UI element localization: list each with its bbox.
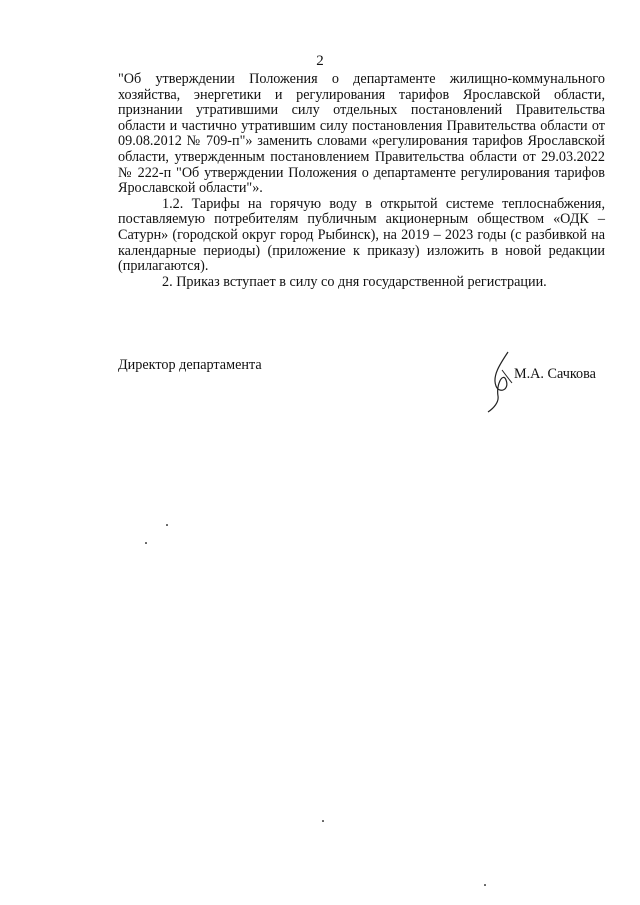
signatory-name: М.А. Сачкова: [514, 366, 596, 382]
document-body: [118, 72, 605, 290]
paragraph-item-2: 2. Приказ вступает в силу со дня государственной регистрации.: [162, 273, 547, 290]
scan-speck: [145, 542, 147, 544]
scan-speck: [166, 524, 168, 526]
paragraph-continuation: "Об утверждении Положения о департаменте жилищно-коммунального хозяйства, энергетики и регулирования тарифов Ярославской области, признании утратившими силу отдельных постановлений Правительства области и частично утратившим силу постановления Правительства области от 09.08.2012 № 709-п"» заменить словами «регулирования тарифов Ярославской области, утвержденным постановлением Правительства области от 29.03.2022 № 222-п "Об утверждении Положения о департаменте регулирования тарифов Ярославской области"».: [118, 71, 605, 197]
scan-speck: [322, 820, 324, 822]
page-number: 2: [316, 53, 324, 69]
scan-speck: [484, 884, 486, 886]
paragraph-item-1-2: 1.2. Тарифы на горячую воду в открытой системе теплоснабжения, поставляемую потребителям публичным акционерным обществом «ОДК – Сатурн» (городской округ город Рыбинск), на 2019 – 2023 годы (с разбивкой на календарные периоды) (приложение к приказу) изложить в новой редакции (прилагаются).: [118, 195, 605, 275]
signatory-position: Директор департамента: [118, 357, 262, 373]
